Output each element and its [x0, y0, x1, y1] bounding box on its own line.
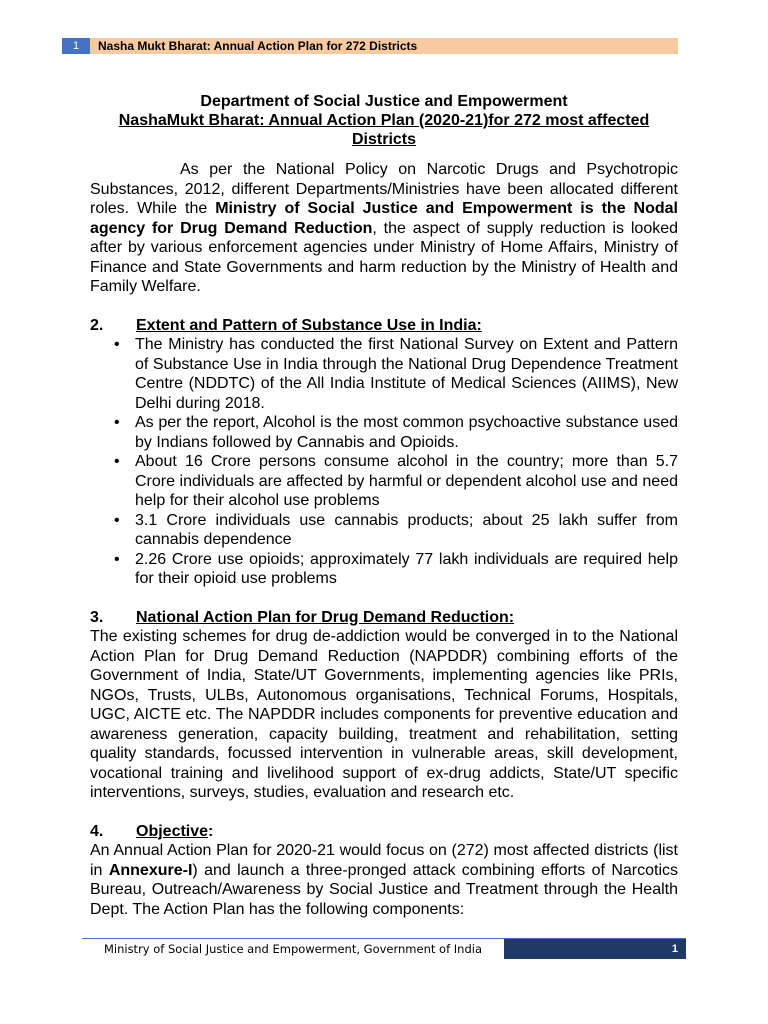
list-item [90, 335, 678, 413]
section4-number: 4. [90, 822, 104, 840]
section4-part2: ) and launch a three-pronged attack combining efforts of Narcotics Bureau, Outreach/Awareness by Social Justice and Treatment through the Health Dept. The Action Plan has the following components: [90, 861, 678, 918]
document-body [90, 92, 678, 919]
bullet-text: 2.26 Crore use opioids; approximately 77 lakh individuals are required help for their opioid use problems [135, 550, 678, 587]
section4-annexure: Annexure-I [108, 861, 193, 879]
intro-bold: Ministry of Social Justice and Empowerment is the Nodal agency for Drug Demand Reduction [90, 200, 678, 237]
bullet-icon: • [114, 414, 120, 431]
title-department: Department of Social Justice and Empowerment [200, 93, 568, 110]
section3-title: National Action Plan for Drug Demand Reduction: [136, 608, 515, 626]
bullet-text: The Ministry has conducted the first National Survey on Extent and Pattern of Substance Use in India through the National Drug Dependence Treatment Centre (NDDTC) of the All India Institute of Medical Sciences (AIIMS), New Delhi during 2018. [135, 336, 678, 412]
section3-paragraph: The existing schemes for drug de-addiction would be converged in to the National Action Plan for Drug Demand Reduction (NAPDDR) combining efforts of the Government of India, State/UT Governments, implementing agencies like PRIs, NGOs, Trusts, ULBs, Autonomous organisations, Technical Forums, Hospitals, UGC, AICTE etc. The NAPDDR includes components for preventive education and awareness generation, capacity building, treatment and rehabilitation, setting quality standards, focussed intervention in vulnerable areas, skill development, vocational training and livelihood support of ex-drug addicts, State/UT specific interventions, surveys, studies, evaluation and research etc. [90, 628, 678, 801]
bullet-icon: • [114, 453, 120, 470]
intro-paragraph [90, 160, 678, 297]
section2-bullet-list [90, 335, 678, 589]
section2-number: 2. [90, 316, 104, 334]
list-item [90, 413, 678, 452]
bullet-text: About 16 Crore persons consume alcohol in the country; more than 5.7 Crore individuals are affected by harmful or dependent alcohol use and need help for their alcohol use problems [135, 453, 678, 509]
list-item [90, 452, 678, 511]
section2-heading [90, 316, 678, 336]
list-item [90, 550, 678, 589]
header-title: Nasha Mukt Bharat: Annual Action Plan for 272 Districts [90, 38, 678, 54]
section4-title: Objective [136, 822, 209, 840]
header-page-number: 1 [62, 38, 90, 54]
section3-heading [90, 608, 678, 628]
bullet-text: 3.1 Crore individuals use cannabis products; about 25 lakh suffer from cannabis dependence [135, 511, 678, 548]
title-plan [90, 111, 678, 149]
section3-number: 3. [90, 608, 104, 626]
footer-page-number: 1 [504, 939, 686, 959]
bullet-icon: • [114, 336, 120, 353]
footer-text: Ministry of Social Justice and Empowerment, Government of India [103, 942, 483, 956]
bullet-icon: • [114, 511, 120, 529]
bullet-text: As per the report, Alcohol is the most common psychoactive substance used by Indians followed by Cannabis and Opioids. [135, 414, 678, 451]
section4-part1: An Annual Action Plan for 2020-21 would focus on (272) most affected districts (list in [90, 842, 678, 879]
intro-part1: As per the National Policy on Narcotic Drugs and Psychotropic Substances, 2012, different Departments/Ministries have been allocated different roles. While the [90, 161, 678, 217]
document-title [90, 92, 678, 149]
intro-part2: , the aspect of supply reduction is looked after by various enforcement agencies under Ministry of Home Affairs, Ministry of Finance and State Governments and harm reduction by the Ministry of Health and Family Welfare. [90, 219, 679, 295]
section2-title: Extent and Pattern of Substance Use in India: [136, 316, 482, 334]
list-item [90, 511, 678, 550]
bullet-icon: • [114, 550, 120, 568]
section4-paragraph [90, 841, 678, 919]
section4-title-suffix: : [208, 822, 214, 840]
title-plan-text: NashaMukt Bharat: Annual Action Plan (2020-21)for 272 most affected Districts [118, 112, 650, 148]
section4-heading [90, 822, 678, 842]
